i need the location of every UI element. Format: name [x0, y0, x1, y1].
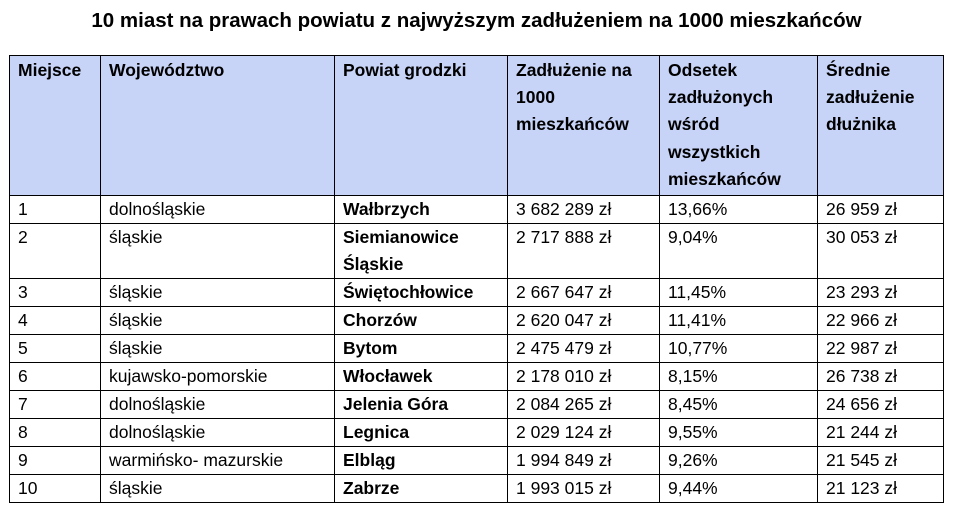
cell-voivodeship: śląskie: [101, 279, 335, 307]
table-body: [10, 196, 944, 503]
cell-voivodeship: dolnośląskie: [101, 391, 335, 419]
cell-share-indebted: 13,66%: [660, 196, 818, 224]
cell-debt-per-1000: 2 084 265 zł: [508, 391, 660, 419]
cell-city: Włocławek: [335, 363, 508, 391]
cell-average-debt: 26 959 zł: [818, 196, 944, 224]
cell-average-debt: 30 053 zł: [818, 224, 944, 279]
cell-share-indebted: 9,55%: [660, 419, 818, 447]
table-row: [10, 279, 944, 307]
cell-rank: 2: [10, 224, 101, 279]
header-city: Powiat grodzki: [335, 56, 508, 196]
cell-city: Wałbrzych: [335, 196, 508, 224]
cell-city: Zabrze: [335, 475, 508, 503]
cell-share-indebted: 9,44%: [660, 475, 818, 503]
cell-rank: 10: [10, 475, 101, 503]
cell-voivodeship: śląskie: [101, 307, 335, 335]
cell-share-indebted: 11,41%: [660, 307, 818, 335]
cell-rank: 4: [10, 307, 101, 335]
cell-share-indebted: 8,15%: [660, 363, 818, 391]
table-row: [10, 419, 944, 447]
header-share-indebted: Odsetek zadłużonych wśród wszystkich mieszkańców: [660, 56, 818, 196]
cell-voivodeship: dolnośląskie: [101, 196, 335, 224]
table-row: [10, 307, 944, 335]
cell-average-debt: 21 123 zł: [818, 475, 944, 503]
cell-city: Siemianowice Śląskie: [335, 224, 508, 279]
cell-debt-per-1000: 2 620 047 zł: [508, 307, 660, 335]
table-row: [10, 335, 944, 363]
cell-average-debt: 22 966 zł: [818, 307, 944, 335]
cell-voivodeship: kujawsko-pomorskie: [101, 363, 335, 391]
cell-debt-per-1000: 3 682 289 zł: [508, 196, 660, 224]
cell-debt-per-1000: 2 178 010 zł: [508, 363, 660, 391]
cell-rank: 6: [10, 363, 101, 391]
table-row: [10, 447, 944, 475]
debt-ranking-table: [9, 55, 944, 503]
cell-share-indebted: 9,04%: [660, 224, 818, 279]
header-average-debt: Średnie zadłużenie dłużnika: [818, 56, 944, 196]
cell-city: Legnica: [335, 419, 508, 447]
cell-city: Świętochłowice: [335, 279, 508, 307]
header-row: [10, 56, 944, 196]
cell-share-indebted: 9,26%: [660, 447, 818, 475]
cell-share-indebted: 10,77%: [660, 335, 818, 363]
cell-city: Jelenia Góra: [335, 391, 508, 419]
cell-share-indebted: 8,45%: [660, 391, 818, 419]
cell-city: Chorzów: [335, 307, 508, 335]
cell-city: Bytom: [335, 335, 508, 363]
cell-rank: 7: [10, 391, 101, 419]
cell-voivodeship: śląskie: [101, 224, 335, 279]
cell-average-debt: 24 656 zł: [818, 391, 944, 419]
cell-debt-per-1000: 1 993 015 zł: [508, 475, 660, 503]
cell-share-indebted: 11,45%: [660, 279, 818, 307]
cell-average-debt: 21 244 zł: [818, 419, 944, 447]
cell-debt-per-1000: 2 475 479 zł: [508, 335, 660, 363]
cell-voivodeship: dolnośląskie: [101, 419, 335, 447]
cell-voivodeship: warmińsko- mazurskie: [101, 447, 335, 475]
cell-average-debt: 23 293 zł: [818, 279, 944, 307]
table-row: [10, 363, 944, 391]
table-title: 10 miast na prawach powiatu z najwyższym zadłużeniem na 1000 mieszkańców: [91, 9, 862, 32]
cell-debt-per-1000: 2 717 888 zł: [508, 224, 660, 279]
cell-average-debt: 26 738 zł: [818, 363, 944, 391]
table-row: [10, 391, 944, 419]
header-voivodeship: Województwo: [101, 56, 335, 196]
cell-voivodeship: śląskie: [101, 335, 335, 363]
cell-rank: 5: [10, 335, 101, 363]
table-row: [10, 475, 944, 503]
cell-rank: 9: [10, 447, 101, 475]
cell-debt-per-1000: 2 667 647 zł: [508, 279, 660, 307]
header-debt-per-1000: Zadłużenie na 1000 mieszkańców: [508, 56, 660, 196]
cell-rank: 3: [10, 279, 101, 307]
cell-debt-per-1000: 1 994 849 zł: [508, 447, 660, 475]
table-row: [10, 224, 944, 279]
header-rank: Miejsce: [10, 56, 101, 196]
cell-rank: 1: [10, 196, 101, 224]
cell-rank: 8: [10, 419, 101, 447]
cell-average-debt: 21 545 zł: [818, 447, 944, 475]
cell-debt-per-1000: 2 029 124 zł: [508, 419, 660, 447]
cell-city: Elbląg: [335, 447, 508, 475]
table-row: [10, 196, 944, 224]
cell-average-debt: 22 987 zł: [818, 335, 944, 363]
cell-voivodeship: śląskie: [101, 475, 335, 503]
